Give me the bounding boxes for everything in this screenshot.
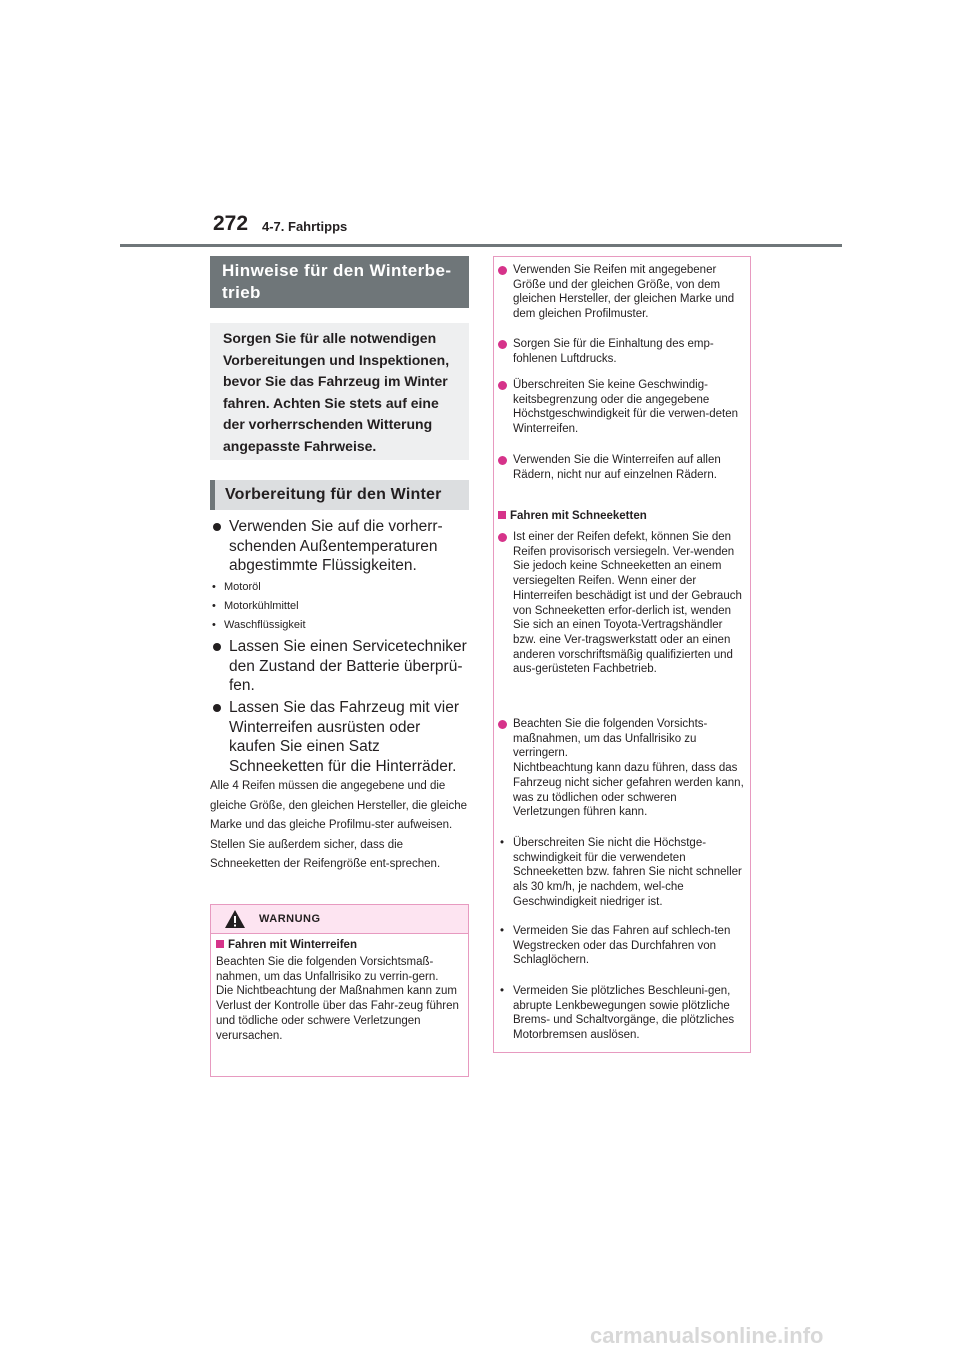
section-label: 4-7. Fahrtipps: [262, 219, 348, 234]
pink-dot-icon: [498, 530, 507, 547]
fluid-item-text: Motoröl: [224, 581, 261, 593]
warning-body: Beachten Sie die folgenden Vorsichtsmaß-nahmen, um das Unfallrisiko zu verrin-gern. Die Nichtbeachtung der Maßnahmen kann zum Verlust der Kontrolle über das Fahr-zeug führen und tödliche oder schwere Verletzungen verursachen.: [216, 956, 459, 1042]
square-bullet-icon: [498, 511, 506, 519]
list-item-text: Ist einer der Reifen defekt, können Sie den Reifen provisorisch versiegeln. Ver-wenden Sie jedoch keine Schneeketten an einem versiegelten Reifen. Wenn einer der Hinterreifen beschädigt ist und der Gebrauch von Schneeketten erfor-derlich ist, wenden Sie sich an einen Toyota-Vertragshändler bzw. eine Ver-tragswerkstatt oder an einen anderen vorschriftsmäßig qualifizierten und aus-gerüsteten Fachbetrieb.: [513, 531, 742, 676]
chains-subheading: [498, 510, 647, 522]
pink-dot-icon: [498, 453, 507, 470]
fluid-item: [212, 600, 299, 612]
square-bullet-icon: [216, 940, 224, 948]
bullet-icon: [213, 704, 221, 712]
pink-dot-icon: [498, 717, 507, 734]
bullet-icon: •: [500, 925, 505, 937]
bullet-item: [498, 924, 745, 968]
header-divider: [120, 244, 842, 247]
section-title: [210, 256, 469, 308]
list-item-text: Überschreiten Sie keine Geschwindig-keitsbegrenzung oder die angegebene Höchstgeschwindigkeit für die verwen-deten Winterreifen.: [513, 379, 739, 436]
section-title-text: Hinweise für den Winterbe-trieb: [222, 261, 452, 302]
bullet-icon: •: [212, 581, 216, 593]
list-item: [498, 530, 745, 677]
subheading-text: Vorbereitung für den Winter: [225, 486, 442, 503]
list-item: [210, 698, 468, 776]
page-number: 272: [213, 212, 249, 235]
fluid-item: [212, 581, 261, 593]
watermark: carmanualsonline.info: [590, 1323, 824, 1348]
pink-dot-icon: [498, 378, 507, 395]
list-item: [498, 337, 745, 366]
list-item-text: Verwenden Sie die Winterreifen auf allen Rädern, nicht nur auf einzelnen Rädern.: [513, 454, 721, 481]
warning-triangle-icon: [224, 909, 246, 929]
bullet-item: [498, 836, 745, 910]
list-item: [498, 717, 745, 820]
warning-divider: [211, 933, 468, 934]
list-item-text: Beachten Sie die folgenden Vorsichts-maßnahmen, um das Unfallrisiko zu verringern. Nichtbeachtung kann dazu führen, dass das Fahrzeug nicht sicher gefahren werden kann, was zu tödlichen oder schweren Verletzungen führen kann.: [513, 718, 744, 819]
bullet-item-text: Überschreiten Sie nicht die Höchstge-schwindigkeit für die verwendeten Schneeketten bzw. fahren Sie nicht schneller als 30 km/h, je nachdem, wel-che Geschwindigkeit niedriger ist.: [513, 837, 742, 908]
tire-paragraph: Alle 4 Reifen müssen die angegebene und die gleiche Größe, den gleichen Hersteller, die gleiche Marke und das gleiche Profilmu-ster aufweisen. Stellen Sie außerdem sicher, dass die Schneeketten der Reifengröße ent-sprechen.: [210, 780, 467, 871]
bullet-icon: [213, 523, 221, 531]
subheading-winter-prep: [210, 480, 469, 510]
warning-subheading-text: Fahren mit Winterreifen: [228, 939, 357, 951]
bullet-item-text: Vermeiden Sie plötzliches Beschleuni-gen, abrupte Lenkbewegungen sowie plötzliche Brems- und Schaltvorgänge, die plötzliches Motorbremsen auslösen.: [513, 985, 735, 1042]
list-item-text: Verwenden Sie Reifen mit angegebener Größe und der gleichen Größe, von dem gleichen Hersteller, der gleichen Marke und dem gleichen Profilmuster.: [513, 264, 735, 321]
bullet-item: [498, 984, 745, 1043]
bullet-item-text: Vermeiden Sie das Fahren auf schlech-ten Wegstrecken oder das Durchfahren von Schlaglöchern.: [513, 925, 731, 967]
list-item: [210, 637, 468, 696]
bullet-icon: •: [500, 985, 505, 997]
warning-title: WARNUNG: [259, 913, 321, 925]
warning-box: [210, 904, 469, 1077]
bullet-icon: •: [212, 600, 216, 612]
chains-subheading-text: Fahren mit Schneeketten: [510, 510, 647, 522]
intro-box: [210, 323, 469, 460]
pink-dot-icon: [498, 263, 507, 280]
fluid-item-text: Waschflüssigkeit: [224, 619, 306, 631]
warning-header: [211, 905, 468, 933]
list-item-text: Sorgen Sie für die Einhaltung des emp-fohlenen Luftdrucks.: [513, 338, 714, 365]
list-item-text: Lassen Sie das Fahrzeug mit vier Winterreifen ausrüsten oder kaufen Sie einen Satz Schneeketten für die Hinterräder.: [229, 699, 460, 775]
bullet-icon: •: [500, 837, 505, 849]
list-item: [498, 378, 745, 437]
list-item: [498, 453, 745, 482]
bullet-icon: [213, 643, 221, 651]
intro-text: Sorgen Sie für alle notwendigen Vorbereitungen und Inspektionen, bevor Sie das Fahrzeug im Winter fahren. Achten Sie stets auf eine der vorherrschenden Witterung angepasste Fahrweise.: [223, 330, 450, 454]
list-item: [498, 263, 745, 322]
fluid-item-text: Motorkühlmittel: [224, 600, 299, 612]
bullet-icon: •: [212, 619, 216, 631]
pink-dot-icon: [498, 337, 507, 354]
list-item-text: Verwenden Sie auf die vorherr-schenden Außentemperaturen abgestimmte Flüssigkeiten.: [229, 518, 443, 574]
fluid-item: [212, 619, 306, 631]
list-item: [210, 517, 468, 576]
warning-continuation-box: [493, 256, 751, 1053]
warning-subheading: [216, 939, 357, 951]
list-item-text: Lassen Sie einen Servicetechniker den Zustand der Batterie überprü-fen.: [229, 638, 467, 694]
